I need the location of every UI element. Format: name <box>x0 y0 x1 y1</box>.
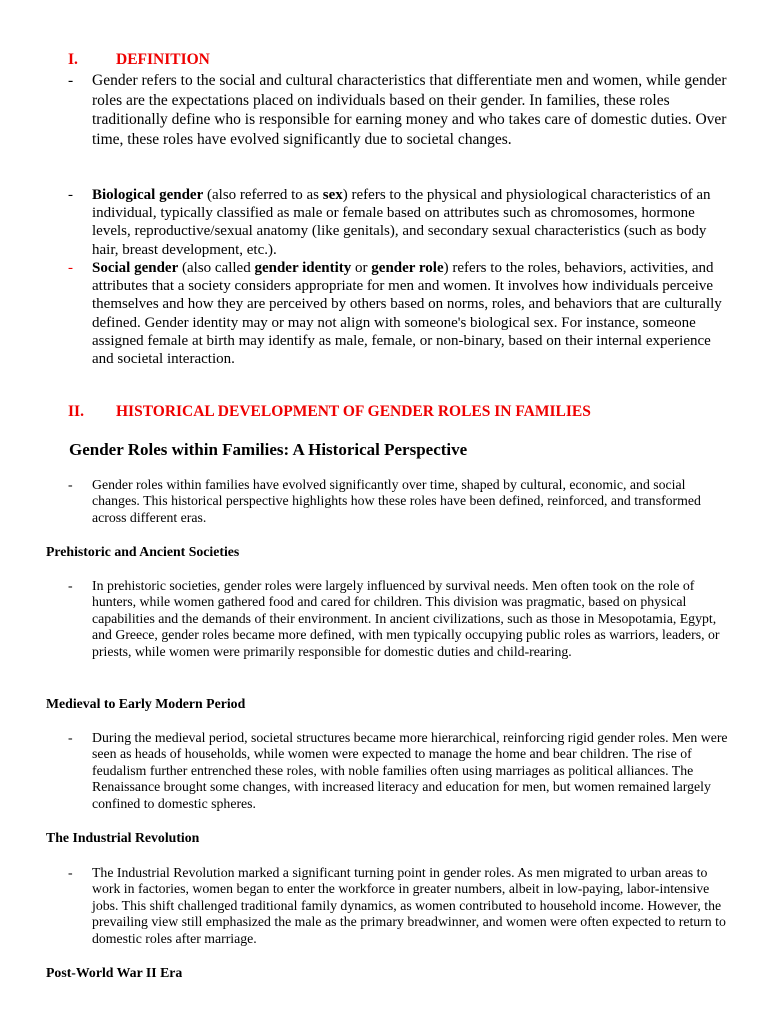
bullet-dash: - <box>68 477 73 492</box>
historical-intro-item <box>68 477 732 526</box>
gender-identity-term: gender identity <box>254 260 352 276</box>
biological-gender-text-b: ) refers to the physical and physiological characteristics of an individual, typically classified as male or female based on attributes such as chromosomes, hormone levels, reproductive/sexual anatomy (like genitals), and secondary sexual characteristics (such as body hair, breast development, etc.). <box>92 187 711 258</box>
bullet-dash: - <box>68 730 73 745</box>
era-heading-medieval: Medieval to Early Modern Period <box>46 696 246 711</box>
bullet-dash: - <box>68 187 73 203</box>
biological-gender-item <box>68 186 732 259</box>
historical-intro-text: Gender roles within families have evolved significantly over time, shaped by cultural, economic, and social changes. This historical perspective highlights how these roles have been defined, reinforced, and transformed across different eras. <box>92 477 701 525</box>
bullet-dash: - <box>68 72 74 89</box>
era-text-industrial <box>68 865 732 947</box>
era-heading-industrial: The Industrial Revolution <box>46 830 200 845</box>
biological-gender-text-a: (also referred to as <box>203 187 323 203</box>
era-heading-prehistoric: Prehistoric and Ancient Societies <box>46 544 240 559</box>
historical-perspective-subtitle: Gender Roles within Families: A Historical Perspective <box>69 440 468 459</box>
sex-term: sex <box>322 187 343 203</box>
era-paragraph: The Industrial Revolution marked a significant turning point in gender roles. As men migrated to urban areas to work in factories, women began to enter the workforce in greater numbers, albeit in low-paying, labor-intensive jobs. This shift challenged traditional family dynamics, as women contributed to household income. However, the prevailing view still emphasized the male as the primary breadwinner, and women were often expected to return to domestic roles after marriage. <box>92 865 726 946</box>
section-1-numeral: I. <box>68 51 78 68</box>
biological-gender-term: Biological gender <box>92 187 204 203</box>
section-1-title: DEFINITION <box>116 51 210 68</box>
social-gender-item <box>68 259 732 368</box>
section-2-heading <box>68 403 591 421</box>
bullet-dash: - <box>68 260 73 276</box>
era-heading-post-ww2: Post-World War II Era <box>46 965 183 980</box>
social-gender-text-c: ) refers to the roles, behaviors, activities, and attributes that a society considers appropriate for men and women. It involves how individuals perceive themselves and how they are perceived by others based on norms, roles, and behaviors that are culturally defined. Gender identity may or may not align with someone's biological sex. For instance, someone assigned female at birth may identify as male, female, or non-binary, based on their internal experience and societal interaction. <box>92 260 722 368</box>
section-2-title: HISTORICAL DEVELOPMENT OF GENDER ROLES IN FAMILIES <box>116 403 591 420</box>
bullet-dash: - <box>68 578 73 593</box>
era-paragraph: In prehistoric societies, gender roles were largely influenced by survival needs. Men often took on the role of hunters, while women gathered food and cared for children. This division was pragmatic, based on physical capabilities and the demands of their environment. In ancient civilizations, such as those in Mesopotamia, Egypt, and Greece, gender roles became more defined, with men typically occupying public roles as warriors, leaders, or priests, while women were primarily responsible for domestic duties and child-rearing. <box>92 578 720 659</box>
section-2-numeral: II. <box>68 403 84 420</box>
social-gender-text-b: or <box>351 260 372 276</box>
era-text-medieval <box>68 730 732 812</box>
definition-intro-item <box>68 71 742 149</box>
bullet-dash: - <box>68 865 73 880</box>
section-1-heading <box>68 51 210 69</box>
gender-role-term: gender role <box>371 260 444 276</box>
era-text-prehistoric <box>68 578 732 660</box>
social-gender-term: Social gender <box>92 260 179 276</box>
social-gender-text-a: (also called <box>178 260 255 276</box>
definition-intro-text: Gender refers to the social and cultural characteristics that differentiate men and women, while gender roles are the expectations placed on individuals based on their gender. In families, these roles traditionally define who is responsible for earning money and who takes care of domestic duties. Over time, these roles have evolved significantly due to societal changes. <box>92 72 727 148</box>
era-paragraph: During the medieval period, societal structures became more hierarchical, reinforcing rigid gender roles. Men were seen as heads of households, while women were expected to manage the home and bear children. The rise of feudalism further entrenched these roles, with noble families often using marriages as political alliances. The Renaissance brought some changes, with increased literacy and education for men, but women remained largely confined to domestic spheres. <box>92 730 728 811</box>
